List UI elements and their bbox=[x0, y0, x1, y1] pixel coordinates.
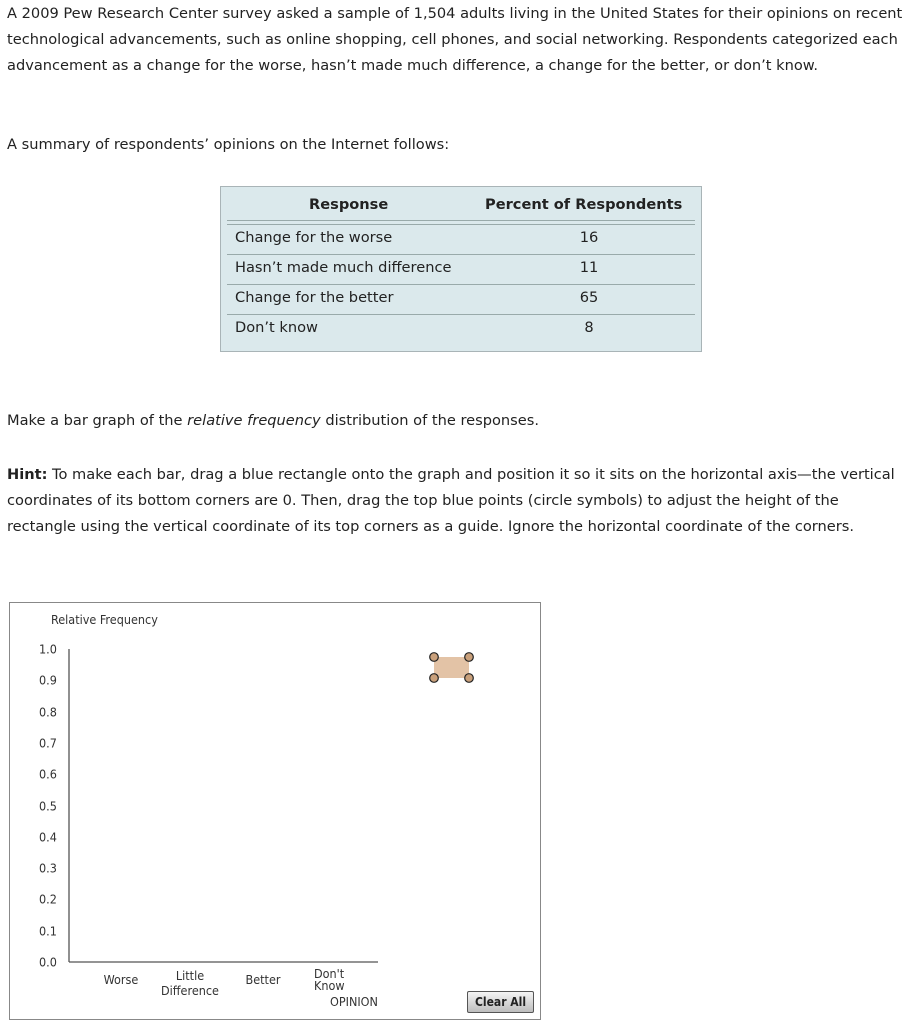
y-axis-label: Relative Frequency bbox=[51, 612, 158, 627]
draggable-bar-template[interactable] bbox=[430, 653, 474, 683]
percent-cell: 8 bbox=[584, 319, 594, 336]
response-cell: Change for the better bbox=[235, 289, 394, 306]
y-tick-label: 0.6 bbox=[39, 766, 57, 782]
hint bbox=[7, 462, 912, 540]
graph-canvas[interactable] bbox=[10, 603, 540, 1019]
hint-text: To make each bar, drag a blue rectangle onto the graph and position it so it sits on the horizontal axis—the vertical coordinates of its bottom corners are 0. Then, drag the top blue points (circle symbols) to adjust the height of the rectangle using the vertical coordinate of its top corners as a guide. Ignore the horizontal coordinate of the corners. bbox=[7, 466, 895, 535]
table-row bbox=[227, 224, 695, 255]
y-tick-label: 0.3 bbox=[39, 860, 57, 876]
table-row bbox=[227, 254, 695, 285]
header-response: Response bbox=[309, 196, 389, 213]
table-row bbox=[227, 314, 695, 344]
y-tick-label: 0.2 bbox=[39, 891, 57, 907]
response-cell: Don’t know bbox=[235, 319, 318, 336]
y-tick-label: 0.0 bbox=[39, 954, 57, 970]
instruction-text-end: distribution of the responses. bbox=[320, 412, 539, 429]
bottom-left-handle-icon[interactable] bbox=[430, 674, 439, 683]
y-tick-label: 1.0 bbox=[39, 641, 57, 657]
y-tick-label: 0.7 bbox=[39, 735, 57, 751]
clear-all-button[interactable]: Clear All bbox=[467, 991, 534, 1013]
x-axis-label: OPINION bbox=[330, 994, 378, 1009]
y-tick-label: 0.4 bbox=[39, 829, 57, 845]
table-row bbox=[227, 284, 695, 315]
category-worse: Worse bbox=[103, 972, 139, 987]
percent-cell: 16 bbox=[579, 229, 599, 246]
y-tick-label: 0.1 bbox=[39, 923, 57, 939]
category-dont-know: Don't Know bbox=[314, 966, 345, 993]
bar-rectangle[interactable] bbox=[434, 657, 469, 678]
bar-graph-tool[interactable] bbox=[9, 602, 541, 1020]
response-cell: Change for the worse bbox=[235, 229, 393, 246]
intro-paragraph: A 2009 Pew Research Center survey asked a sample of 1,504 adults living in the United States for their opinions on recent technological advancements, such as online shopping, cell phones, and social networking. Respondents categorized each advancement as a change for the worse, hasn’t made much difference, a change for the better, or don’t know. bbox=[7, 5, 903, 74]
header-percent: Percent of Respondents bbox=[485, 196, 683, 213]
top-left-handle-icon[interactable] bbox=[430, 653, 439, 662]
y-tick-label: 0.5 bbox=[39, 798, 57, 813]
category-better: Better bbox=[245, 972, 281, 987]
y-tick-label: 0.8 bbox=[39, 704, 57, 720]
top-right-handle-icon[interactable] bbox=[465, 653, 474, 662]
bottom-right-handle-icon[interactable] bbox=[465, 674, 474, 683]
percent-cell: 11 bbox=[579, 259, 599, 276]
instruction bbox=[7, 408, 912, 434]
summary-intro: A summary of respondents’ opinions on the Internet follows: bbox=[7, 136, 450, 153]
instruction-emphasis: relative frequency bbox=[187, 412, 321, 429]
hint-label: Hint: bbox=[7, 466, 48, 483]
instruction-text: Make a bar graph of the bbox=[7, 412, 188, 429]
y-tick-label: 0.9 bbox=[39, 672, 57, 688]
category-little-difference: Little Difference bbox=[161, 968, 219, 998]
response-cell: Hasn’t made much difference bbox=[235, 259, 452, 276]
percent-cell: 65 bbox=[579, 289, 599, 306]
responses-table bbox=[220, 186, 702, 352]
